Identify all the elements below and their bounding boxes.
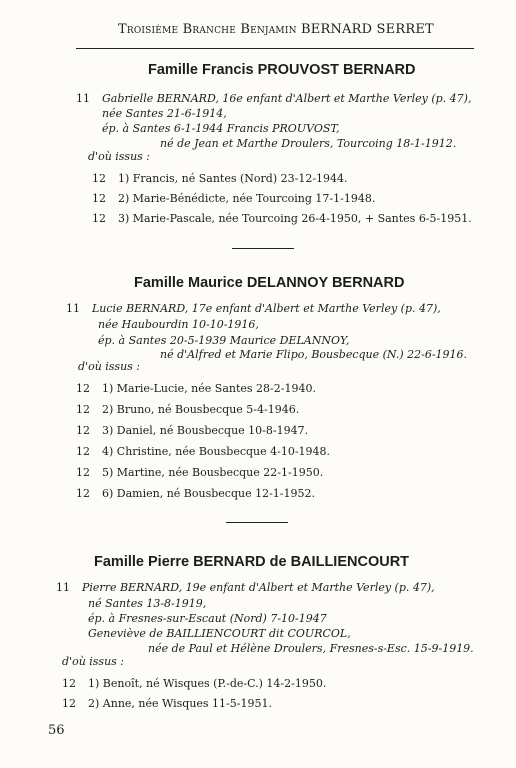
child-text: 2) Anne, née Wisques 11-5-1951.	[88, 697, 272, 710]
child-entry	[62, 677, 326, 691]
child-entry	[76, 466, 323, 480]
child-text: 1) Francis, né Santes (Nord) 23-12-1944.	[118, 172, 348, 185]
generation-number: 11	[76, 92, 90, 105]
entry-line: née de Paul et Hélène Droulers, Fresnes-s-Esc. 15-9-1919.	[148, 642, 474, 655]
generation-number: 12	[76, 403, 90, 416]
entry-head-line	[76, 92, 471, 106]
child-entry	[92, 212, 472, 226]
child-text: 1) Marie-Lucie, née Santes 28-2-1940.	[102, 382, 316, 395]
entry-line: né d'Alfred et Marie Flipo, Bousbecque (N.) 22-6-1916.	[160, 348, 468, 361]
entry-line: Geneviève de BAILLIENCOURT dit COURCOL,	[88, 627, 351, 640]
child-text: 4) Christine, née Bousbecque 4-10-1948.	[102, 445, 331, 458]
entry-line: ép. à Santes 20-5-1939 Maurice DELANNOY,	[98, 334, 350, 347]
child-entry	[76, 424, 308, 438]
generation-number: 12	[76, 445, 90, 458]
section-divider	[232, 248, 294, 249]
entry-line: ép. à Fresnes-sur-Escaut (Nord) 7-10-1947	[88, 612, 327, 625]
generation-number: 12	[62, 697, 76, 710]
issus-label: d'où issus :	[62, 655, 125, 668]
child-entry	[76, 487, 315, 501]
entry-head-line	[56, 581, 435, 595]
section-divider	[226, 522, 288, 523]
generation-number: 12	[76, 424, 90, 437]
issus-label: d'où issus :	[88, 150, 151, 163]
child-text: 5) Martine, née Bousbecque 22-1-1950.	[102, 466, 324, 479]
header-rule	[76, 48, 474, 49]
entry-line: ép. à Santes 6-1-1944 Francis PROUVOST,	[102, 122, 340, 135]
section-title-prouvost: Famille Francis PROUVOST BERNARD	[148, 62, 416, 78]
generation-number: 12	[92, 172, 106, 185]
generation-number: 12	[62, 677, 76, 690]
child-entry	[76, 382, 316, 396]
entry-head-line	[66, 302, 441, 316]
child-text: 2) Bruno, né Bousbecque 5-4-1946.	[102, 403, 300, 416]
child-entry	[76, 403, 299, 417]
entry-line: né de Jean et Marthe Droulers, Tourcoing 18-1-1912.	[160, 137, 457, 150]
generation-number: 12	[92, 212, 106, 225]
child-entry	[92, 172, 348, 186]
child-entry	[92, 192, 375, 206]
generation-number: 11	[56, 581, 70, 594]
child-text: 3) Marie-Pascale, née Tourcoing 26-4-1950, + Santes 6-5-1951.	[118, 212, 472, 225]
section-title-bailliencourt: Famille Pierre BERNARD de BAILLIENCOURT	[94, 554, 410, 570]
page-header-title: Troisième Branche Benjamin BERNARD SERRET	[118, 22, 434, 37]
entry-text: Lucie BERNARD, 17e enfant d'Albert et Marthe Verley (p. 47),	[92, 302, 441, 315]
generation-number: 11	[66, 302, 80, 315]
child-text: 1) Benoît, né Wisques (P.-de-C.) 14-2-1950.	[88, 677, 327, 690]
child-entry	[62, 697, 272, 711]
generation-number: 12	[76, 487, 90, 500]
child-text: 6) Damien, né Bousbecque 12-1-1952.	[102, 487, 315, 500]
section-title-delannoy: Famille Maurice DELANNOY BERNARD	[134, 275, 405, 291]
generation-number: 12	[76, 466, 90, 479]
entry-line: née Santes 21-6-1914,	[102, 107, 227, 120]
entry-line: née Haubourdin 10-10-1916,	[98, 318, 259, 331]
child-entry	[76, 445, 330, 459]
generation-number: 12	[76, 382, 90, 395]
entry-text: Gabrielle BERNARD, 16e enfant d'Albert et Marthe Verley (p. 47),	[102, 92, 472, 105]
entry-line: né Santes 13-8-1919,	[88, 597, 207, 610]
issus-label: d'où issus :	[78, 360, 141, 373]
generation-number: 12	[92, 192, 106, 205]
child-text: 2) Marie-Bénédicte, née Tourcoing 17-1-1948.	[118, 192, 376, 205]
page-number: 56	[48, 723, 65, 738]
child-text: 3) Daniel, né Bousbecque 10-8-1947.	[102, 424, 309, 437]
entry-text: Pierre BERNARD, 19e enfant d'Albert et Marthe Verley (p. 47),	[82, 581, 435, 594]
